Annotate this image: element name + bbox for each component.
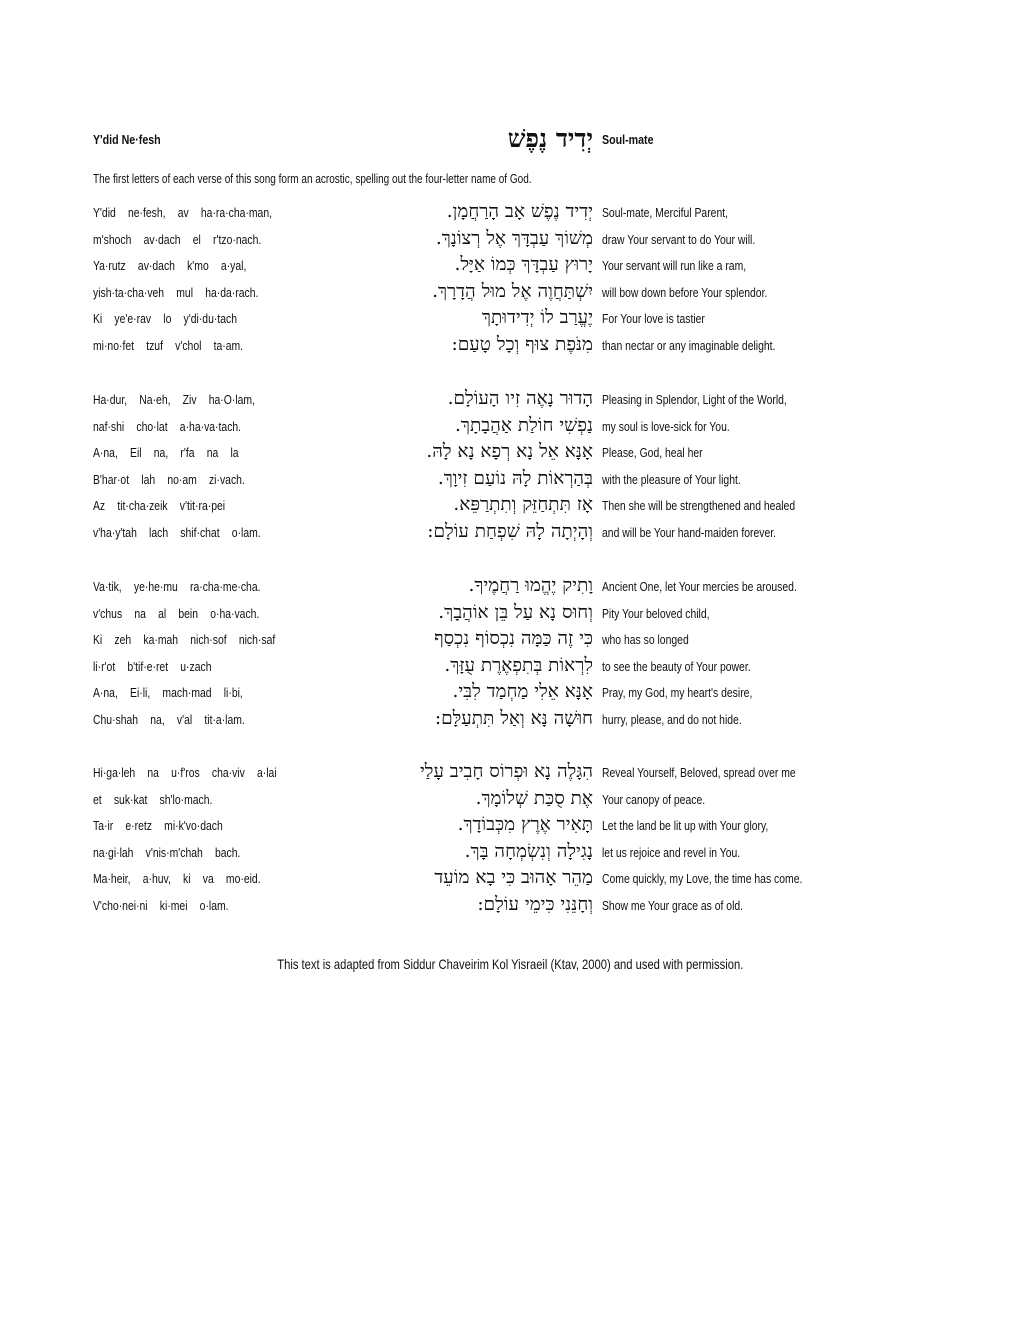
verse-line	[0, 228, 1020, 255]
line-transliteration: B'har·ot lah no·am zi·vach.	[93, 471, 245, 487]
footer-credit	[0, 956, 1020, 972]
line-transliteration: et suk·kat sh'lo·mach.	[93, 791, 213, 807]
intro-note: The first letters of each verse of this song form an acrostic, spelling out the four-letter name of God.	[93, 172, 532, 186]
verse-line	[0, 254, 1020, 281]
line-transliteration: v'chus na al bein o·ha·vach.	[93, 605, 260, 621]
line-hebrew: הָדוּר נָאֶה זִיו הָעוֹלָם.	[447, 388, 593, 409]
verse-line	[0, 201, 1020, 228]
line-english: Show me Your grace as of old.	[602, 897, 744, 913]
line-hebrew: כִּי זֶה כַּמָּה נִכְסוֹף נִכְסַף	[434, 628, 593, 650]
line-english: Ancient One, let Your mercies be aroused.	[602, 579, 797, 594]
line-hebrew: נַפְשִׁי חוֹלַת אַהֲבָתָךְ.	[455, 414, 593, 436]
verse-line	[0, 468, 1020, 495]
line-transliteration: Ki zeh ka·mah nich·sof nich·saf	[93, 632, 276, 648]
footer-text: This text is adapted from Siddur Chaveirim Kol Yisraeil (Ktav, 2000) and used with permission.	[276, 956, 744, 972]
line-transliteration: Chu·shah na, v'al tit·a·lam.	[93, 711, 245, 727]
line-transliteration: mi·no·fet tzuf v'chol ta·am.	[93, 337, 244, 353]
line-english: who has so longed	[602, 632, 689, 648]
line-hebrew: וְחוּס נָא עַל בֵּן אוֹהֲבָךְ.	[438, 601, 593, 623]
verse-line	[0, 307, 1020, 334]
line-english: Let the land be lit up with Your glory,	[602, 818, 769, 834]
line-hebrew: בְּהַרְאוֹת לָהּ נוֹעַם זִיוָךְ.	[437, 467, 593, 489]
line-english: Come quickly, my Love, the time has come.	[602, 871, 803, 887]
line-hebrew: וְחָנֵּנִי כִּימֵי עוֹלָם:	[477, 893, 593, 915]
verse-line	[0, 788, 1020, 815]
title-hebrew: יְדִיד נֶפֶשׁ	[507, 124, 593, 153]
verse-line	[0, 681, 1020, 708]
line-transliteration: V'cho·nei·ni ki·mei o·lam.	[93, 897, 229, 913]
line-english: Your servant will run like a ram,	[602, 258, 747, 274]
line-english: Your canopy of peace.	[602, 791, 706, 807]
line-transliteration: A·na, Ei·li, mach·mad li·bi,	[93, 685, 243, 701]
verse-line	[0, 867, 1020, 894]
line-hebrew: הִגָּלֶה נָא וּפְרוֹס חָבִיב עָלַי	[419, 761, 593, 782]
line-transliteration: na·gi·lah v'nis·m'chah bach.	[93, 844, 241, 860]
line-english: Reveal Yourself, Beloved, spread over me	[602, 765, 796, 780]
line-hebrew: מִנֹּפֶת צוּף וְכָל טָעַם:	[451, 333, 593, 355]
line-hebrew: תָּאִיר אֶרֶץ מִכְּבוֹדָךְ.	[457, 814, 593, 836]
line-transliteration: v'ha·y'tah lach shif·chat o·lam.	[93, 524, 261, 540]
line-transliteration: Ki ye'e·rav lo y'di·du·tach	[93, 311, 237, 327]
line-english: and will be Your hand-maiden forever.	[602, 524, 777, 540]
line-english: with the pleasure of Your light.	[602, 471, 741, 487]
line-english: Soul-mate, Merciful Parent,	[602, 205, 729, 220]
verse-line	[0, 655, 1020, 682]
line-english: Then she will be strengthened and healed	[602, 498, 796, 514]
line-transliteration: Va·tik, ye·he·mu ra·cha·me·cha.	[93, 579, 261, 594]
line-transliteration: Hi·ga·leh na u·f'ros cha·viv a·lai	[93, 765, 277, 780]
line-hebrew: אֶת סֻכַּת שְׁלוֹמָךְ.	[475, 787, 593, 809]
verse-line	[0, 494, 1020, 521]
line-transliteration: li·r'ot b'tif·e·ret u·zach	[93, 658, 212, 674]
verse-line	[0, 334, 1020, 361]
stanza	[0, 761, 1020, 921]
verse-line	[0, 628, 1020, 655]
line-hebrew: אָז תִּתְחַזֵּק וְתִתְרַפֵּא.	[453, 494, 593, 516]
line-transliteration: Ta·ir e·retz mi·k'vo·dach	[93, 818, 223, 834]
line-english: let us rejoice and revel in You.	[602, 844, 741, 860]
line-hebrew: יְדִיד נֶפֶשׁ אָב הָרַחֲמָן.	[446, 201, 593, 222]
line-hebrew: אָנָּא אֵלִי מַחְמַד לִבִּי.	[452, 681, 593, 703]
line-transliteration: Az tit·cha·zeik v'tit·ra·pei	[93, 498, 226, 514]
line-hebrew: וְהָיְתָה לָהּ שִׁפְחַת עוֹלָם:	[427, 520, 593, 542]
verse-line	[0, 415, 1020, 442]
line-hebrew: יָרוּץ עַבְדָּךְ כְּמוֹ אַיָּל.	[454, 254, 593, 276]
line-transliteration: m'shoch av·dach el r'tzo·nach.	[93, 231, 262, 247]
verse-line	[0, 521, 1020, 548]
line-english: will bow down before Your splendor.	[602, 284, 768, 300]
line-english: than nectar or any imaginable delight.	[602, 337, 776, 353]
verse-line	[0, 388, 1020, 415]
line-english: hurry, please, and do not hide.	[602, 711, 742, 727]
title-row	[0, 124, 1020, 156]
verse-line	[0, 575, 1020, 602]
verse-line	[0, 761, 1020, 788]
verse-line	[0, 841, 1020, 868]
line-hebrew: חוּשָׁה נָּא וְאַל תִּתְעַלָּם:	[434, 707, 593, 729]
title-english: Soul-mate	[602, 132, 654, 147]
line-english: Pleasing in Splendor, Light of the World,	[602, 392, 787, 407]
line-hebrew: וָתִיק יֶהֱמוּ רַחֲמֶיךָ.	[468, 575, 593, 596]
line-transliteration: Ha·dur, Na·eh, Ziv ha·O·lam,	[93, 392, 255, 407]
line-transliteration: Ma·heir, a·huv, ki va mo·eid.	[93, 871, 261, 887]
line-hebrew: יֶעֱרַב לוֹ יְדִידוּתָךְ	[481, 307, 593, 329]
verse-line	[0, 814, 1020, 841]
line-hebrew: נָגִילָה וְנִשְׂמְחָה בָּךְ.	[464, 840, 593, 862]
line-hebrew: לִרְאוֹת בְּתִפְאֶרֶת עֻזָּךְ.	[444, 654, 593, 676]
line-transliteration: Y'did ne·fesh, av ha·ra·cha·man,	[93, 205, 272, 220]
line-transliteration: Ya·rutz av·dach k'mo a·yal,	[93, 258, 247, 274]
line-transliteration: yish·ta·cha·veh mul ha·da·rach.	[93, 284, 259, 300]
line-hebrew: אָנָּא אֵל נָא רְפָא נָא לָהּ.	[426, 441, 593, 463]
line-hebrew: יִשְׁתַּחֲוֶה אֶל מוּל הֲדָרָךְ.	[432, 280, 593, 302]
stanza	[0, 575, 1020, 735]
line-english: Please, God, heal her	[602, 445, 703, 461]
line-english: draw Your servant to do Your will.	[602, 231, 756, 247]
line-english: For Your love is tastier	[602, 311, 705, 327]
stanza	[0, 388, 1020, 548]
line-english: Pity Your beloved child,	[602, 605, 710, 621]
verse-line	[0, 894, 1020, 921]
verse-line	[0, 602, 1020, 629]
line-english: my soul is love-sick for You.	[602, 418, 730, 434]
line-transliteration: naf·shi cho·lat a·ha·va·tach.	[93, 418, 242, 434]
line-hebrew: מְשׁוֹךְ עַבְדָּךְ אֶל רְצוֹנָךְ.	[435, 227, 593, 249]
verse-line	[0, 441, 1020, 468]
line-hebrew: מַהֵר אָהוּב כִּי בָא מוֹעֵד	[434, 867, 593, 889]
line-english: to see the beauty of Your power.	[602, 658, 751, 674]
verse-line	[0, 708, 1020, 735]
title-transliteration: Y'did Ne·fesh	[93, 132, 161, 147]
line-english: Pray, my God, my heart's desire,	[602, 685, 753, 701]
stanza	[0, 201, 1020, 361]
verse-line	[0, 281, 1020, 308]
line-transliteration: A·na, Eil na, r'fa na la	[93, 445, 239, 461]
